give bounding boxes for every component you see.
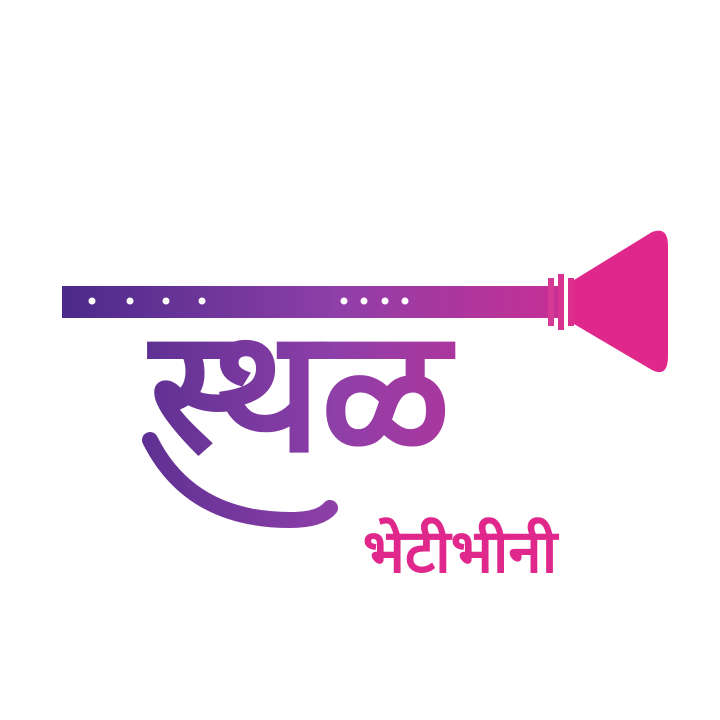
hole-icon (127, 298, 134, 305)
trumpet-bell (574, 231, 668, 373)
trumpet-ring-1 (548, 278, 554, 326)
trumpet-ring-2 (558, 274, 564, 330)
hole-icon (89, 298, 96, 305)
secondary-wordmark: भेटीभीनी (362, 517, 558, 587)
primary-wordmark: स्थळ (149, 293, 451, 491)
trumpet-ring-3 (568, 278, 574, 326)
